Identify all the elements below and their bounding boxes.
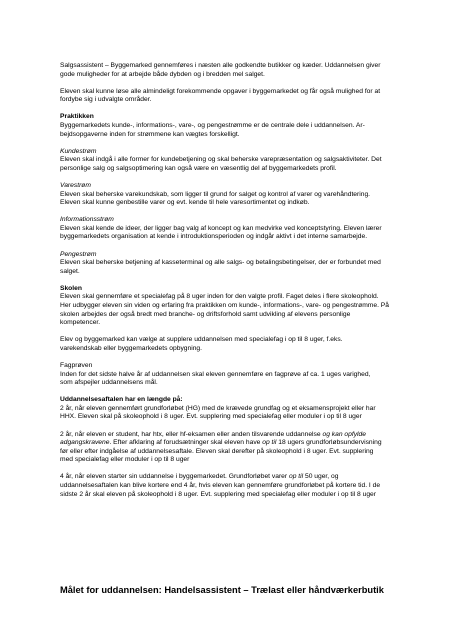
italic-run: op til [262, 439, 277, 447]
text-line: Salgsassistent – Byggemarked gennemføres i næsten alle godkendte butikker og kæder. Uddannelsen giver [60, 62, 381, 69]
text-line: gode muligheder for at arbejde både dybden og i bredden mel salget. [60, 70, 265, 78]
text-line: Eleven skal kende de ideer, der ligger bag valg af koncept og kan medvirke ved konceptstyring. Eleven lærer [60, 224, 382, 232]
praktikken-section [60, 113, 412, 139]
text-line: kompetencer. [60, 319, 101, 327]
text-line [60, 431, 412, 440]
varestrom-section [60, 182, 412, 208]
pengestrom-section [60, 251, 412, 277]
text-run: 2 år, når eleven er student, har htx, eller hf-eksamen eller anden tilsvarende uddannelse [60, 430, 323, 438]
text-line: Elev og byggemarked kan vælge at supplere uddannelsen med specialefag i op til 8 uger, f.eks. [60, 336, 343, 344]
subsection-heading: Informationsstrøm [60, 216, 114, 224]
text-line: Byggemarkedets kunde-, informations-, vare-, og pengestrømme er de centrale dele i uddannelsen. Ar- [60, 121, 365, 129]
subsection-heading: Varestrøm [60, 181, 91, 189]
italic-run: og kan opfylde [322, 430, 366, 438]
text-line [60, 473, 412, 482]
text-line: sidste 2 år skal eleven på skoleophold i 8 uger. Evt. supplering med specialefag eller moduler i op til 8 uger [60, 490, 376, 498]
text-line: Eleven skal beherske betjening af kasseterminal og alle salgs- og betalingsbetingelser, der er forbundet med [60, 259, 381, 267]
section-heading: Praktikken [60, 113, 94, 121]
aftale-item-3 [60, 473, 412, 499]
text-line: Inden for det sidste halve år af uddannelsen skal eleven gennemføre en fagprøve af ca. 1 uges varighed, [60, 370, 371, 378]
text-line: før eller efter indgåelse af uddannelsesaftale. Eleven skal derefter på skoleophold i 8 uger. Evt. supplering [60, 447, 374, 455]
subsection-heading: Pengestrøm [60, 250, 97, 258]
text-line: 2 år, når eleven gennemført grundforløbet (HG) med de krævede grundfag og et eksamensprojekt eller har [60, 404, 376, 412]
text-line: personlige salg og salgsoptimering kan også være en væsentlig del af byggemarkedets profil. [60, 164, 337, 172]
aftale-item-2 [60, 431, 412, 465]
text-line: Eleven skal kunne løse alle almindeligt forekommende opgaver i byggemarkedet og får også mulighed for at [60, 87, 381, 95]
fagproven-section [60, 362, 412, 388]
text-line: Eleven skal gennemføre et specialefag på 8 uger inden for den valgte profil. Faget deles i flere skoleophold. [60, 293, 379, 301]
text-line: Eleven skal indgå i alle former for kundebetjening og skal beherske varepræsentation og salgsaktiviteter. Det [60, 156, 382, 164]
text-line: fordybe sig i udvalgte områder. [60, 96, 152, 104]
text-line: med specialefag eller moduler i op til 8 uger [60, 456, 190, 464]
document-body [60, 62, 412, 508]
elev-paragraph [60, 336, 412, 353]
text-line: som afspejler uddannelsens mål. [60, 379, 158, 387]
text-line: bejdsopgaverne inden for strømmene kan vægtes forskelligt. [60, 130, 240, 138]
text-line [60, 439, 412, 448]
section-heading: Uddannelsesaftalen har en længde på: [60, 396, 183, 404]
text-run: 4 år, når eleven starter sin uddannelse i byggemarkedet. Grundforløbet varer [60, 473, 289, 481]
skills-paragraph [60, 88, 412, 105]
text-line: varekendskab eller byggemarkedets opbygning. [60, 344, 203, 352]
text-run: 18 ugers grundforløbsundervisning [276, 439, 382, 447]
text-line: Her udbygger eleven sin viden og erfaring fra praktikken om kunde-, informations-, vare- og pengestrømme. På [60, 301, 389, 309]
text-line: byggemarkedets organisation at kende i introduktionsperioden og indgår aktivt i det interne samarbejde. [60, 233, 368, 241]
kundestrom-section [60, 148, 412, 174]
text-line: HHX. Eleven skal på skoleophold i 8 uger. Evt. supplering med specialefag eller moduler i op til 8 uger [60, 413, 362, 421]
text-line: salget. [60, 267, 80, 275]
italic-run: adgangskravene [60, 439, 110, 447]
aftale-section [60, 396, 412, 422]
text-line: Eleven skal kunne genbestille varer og evt. kende til hele varesortimentet og indkøb. [60, 199, 310, 207]
informationsstrom-section [60, 216, 412, 242]
section-heading: Fagprøven [60, 361, 93, 369]
skolen-section [60, 285, 412, 328]
italic-run: op til [288, 473, 304, 481]
section-heading: Skolen [60, 284, 82, 292]
intro-paragraph [60, 62, 412, 79]
text-line: skolen arbejdes der også bredt med branche- og driftsforhold samt udvikling af elevens personlige [60, 310, 351, 318]
text-line: uddannelsesaftalen kan blive kortere end 4 år, hvis eleven kan gennemføre grundforløbet på kortere tid. I de [60, 481, 381, 489]
subsection-heading: Kundestrøm [60, 147, 97, 155]
text-run: . Efter afklaring af forudsætninger skal eleven have [109, 439, 263, 447]
text-run: 50 uger, og [303, 473, 339, 481]
text-line: Eleven skal beherske varekundskab, som ligger til grund for salget og kontrol af varer og varehåndtering. [60, 190, 371, 198]
goal-title: Målet for uddannelsen: Handelsassistent – Trælast eller håndværkerbutik [60, 585, 384, 595]
